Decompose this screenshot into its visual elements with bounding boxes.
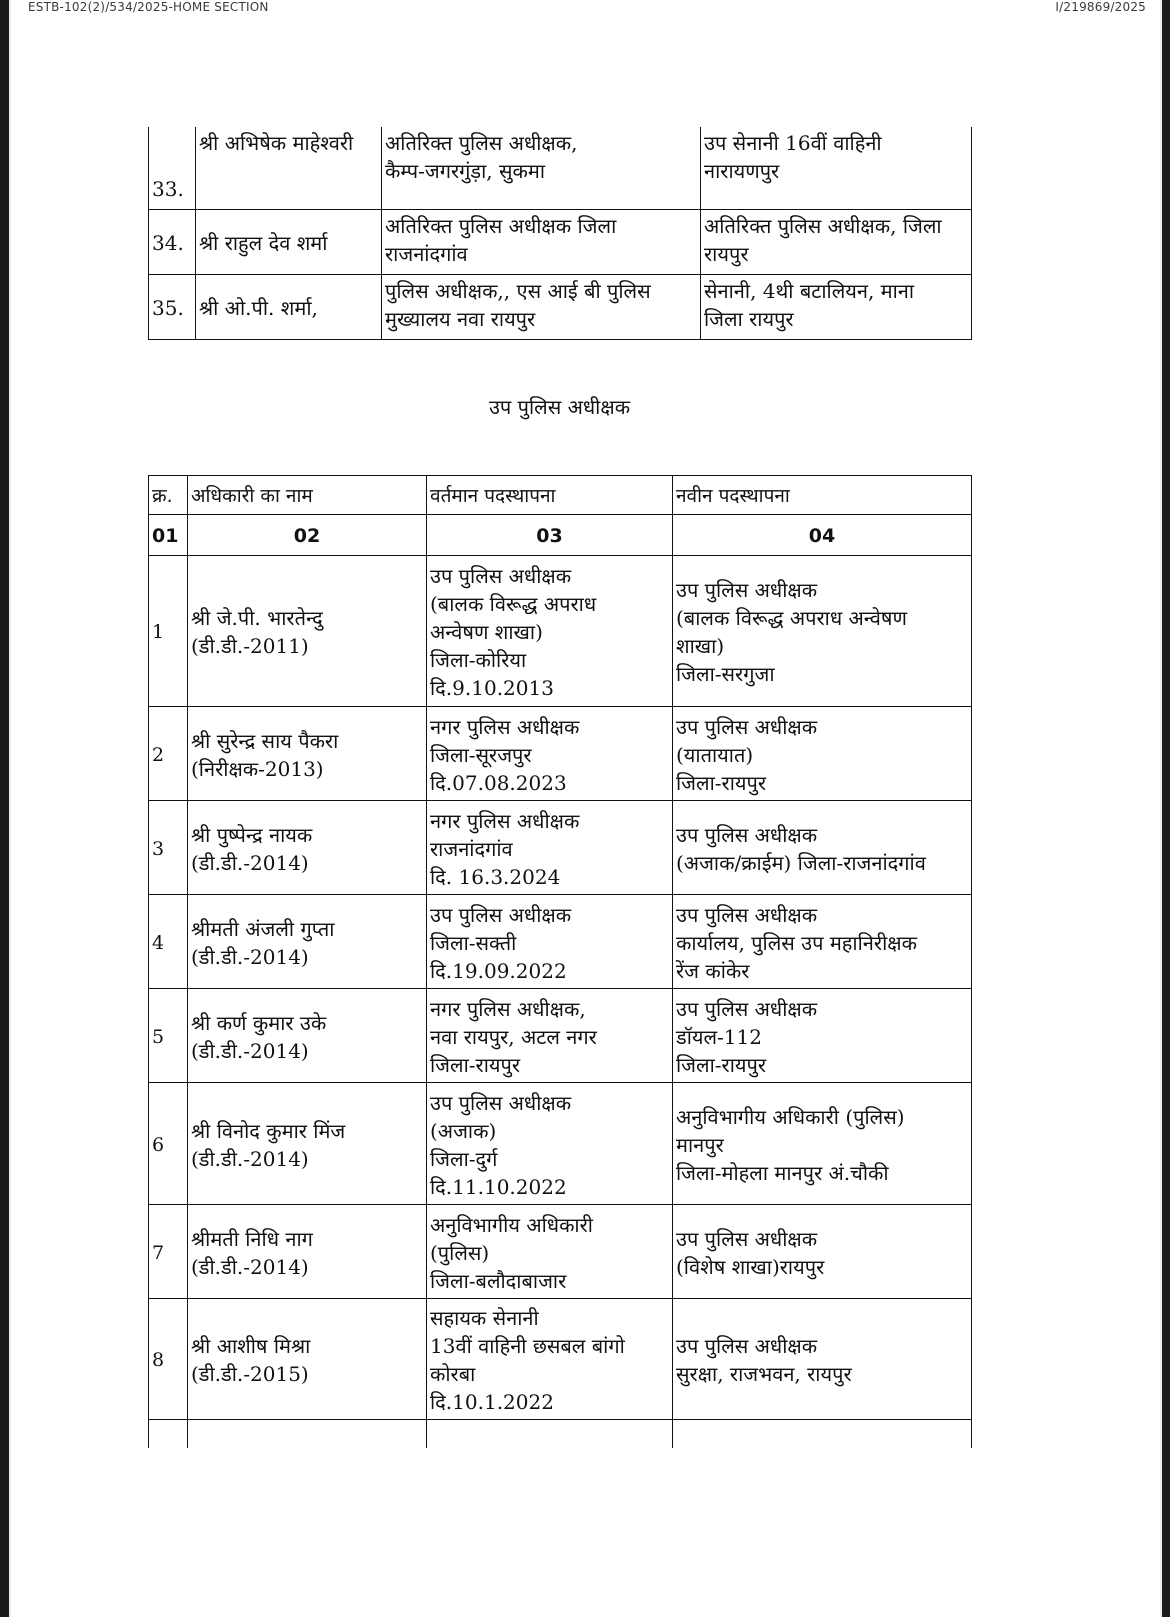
new-posting-line: (बालक विरूद्ध अपराध अन्वेषण — [676, 606, 907, 630]
new-posting-line: डॉयल-112 — [676, 1024, 762, 1049]
current-posting — [382, 210, 701, 275]
officer-name-line: (डी.डी.-2014) — [191, 1038, 309, 1063]
current-posting-line: जिला-सूरजपुर — [430, 742, 532, 767]
document-header — [9, 0, 1162, 16]
current-posting-line: (बालक विरूद्ध अपराध — [430, 592, 597, 616]
new-posting-line: (अजाक/क्राईम) जिला-राजनांदगांव — [676, 850, 926, 875]
previous-transfer-table — [148, 127, 972, 340]
column-number: 01 — [149, 515, 188, 556]
table-header-row — [149, 476, 972, 515]
current-posting — [427, 895, 673, 989]
table-row — [149, 210, 972, 275]
new-posting-line: उप पुलिस अधीक्षक — [676, 1334, 818, 1358]
serial-number: 35. — [149, 275, 196, 340]
serial-number: 2 — [149, 707, 188, 801]
serial-number: 5 — [149, 989, 188, 1083]
officer-name — [188, 895, 427, 989]
officer-name-line: (डी.डी.-2014) — [191, 1254, 309, 1279]
new-posting-line: अतिरिक्त पुलिस अधीक्षक, जिला — [704, 214, 942, 238]
officer-name-line: श्री कर्ण कुमार उके — [191, 1010, 327, 1035]
current-posting — [382, 127, 701, 210]
serial-number: 8 — [149, 1299, 188, 1420]
table-row — [149, 989, 972, 1083]
current-posting-line: अन्वेषण शाखा) — [430, 620, 543, 644]
table-row — [149, 556, 972, 707]
serial-number: 3 — [149, 801, 188, 895]
current-posting-line: नगर पुलिस अधीक्षक, — [430, 996, 586, 1021]
current-posting-line: राजनांदगांव — [430, 836, 513, 861]
new-posting-line: उप सेनानी 16वीं वाहिनी — [704, 131, 882, 155]
current-posting-line: जिला-सक्ती — [430, 930, 517, 955]
current-posting — [427, 989, 673, 1083]
new-posting — [673, 1083, 972, 1205]
officer-name — [188, 801, 427, 895]
new-posting — [701, 210, 972, 275]
officer-name — [188, 1083, 427, 1205]
current-posting-line: नगर पुलिस अधीक्षक — [430, 808, 580, 833]
officer-name — [188, 707, 427, 801]
new-posting — [673, 1299, 972, 1420]
empty-cell — [149, 1420, 188, 1449]
new-posting-line: उप पुलिस अधीक्षक — [676, 1226, 818, 1251]
new-posting — [673, 989, 972, 1083]
table-row — [149, 275, 972, 340]
officer-name-line: श्री सुरेन्द्र साय पैकरा — [191, 728, 339, 753]
table-row — [149, 1083, 972, 1205]
page-edge-right — [1160, 0, 1162, 1617]
new-posting-line: रायपुर — [704, 242, 749, 266]
empty-cell — [188, 1420, 427, 1449]
table-row — [149, 1299, 972, 1420]
officer-name — [188, 556, 427, 707]
officer-name-line: (निरीक्षक-2013) — [191, 756, 324, 781]
new-posting-line: उप पुलिस अधीक्षक — [676, 822, 818, 847]
serial-number: 6 — [149, 1083, 188, 1205]
current-posting-line: नवा रायपुर, अटल नगर — [430, 1024, 597, 1049]
officer-name-line: श्रीमती अंजली गुप्ता — [191, 916, 335, 941]
column-number-row — [149, 515, 972, 556]
page-edge-left — [9, 0, 11, 1617]
new-posting — [673, 801, 972, 895]
current-posting — [427, 1083, 673, 1205]
officer-name — [188, 989, 427, 1083]
current-posting-line: कोरबा — [430, 1362, 476, 1386]
current-posting-line: अतिरिक्त पुलिस अधीक्षक जिला — [385, 214, 617, 238]
current-posting-line: उप पुलिस अधीक्षक — [430, 902, 572, 927]
current-posting-line: मुख्यालय नवा रायपुर — [385, 307, 536, 331]
current-posting-line: 13वीं वाहिनी छसबल बांगो — [430, 1334, 625, 1358]
officer-name-line: (डी.डी.-2014) — [191, 1146, 309, 1171]
officer-name-line: (डी.डी.-2011) — [191, 634, 309, 658]
officer-name: श्री राहुल देव शर्मा — [196, 210, 382, 275]
current-posting — [427, 801, 673, 895]
officer-name-line: श्री विनोद कुमार मिंज — [191, 1118, 346, 1143]
current-posting-line: सहायक सेनानी — [430, 1306, 539, 1330]
current-posting-line: जिला-बलौदाबाजार — [430, 1268, 567, 1293]
table-row — [149, 1205, 972, 1299]
current-posting-line: राजनांदगांव — [385, 242, 468, 266]
serial-number: 1 — [149, 556, 188, 707]
current-posting-line: अतिरिक्त पुलिस अधीक्षक, — [385, 131, 578, 155]
new-posting-line: नारायणपुर — [704, 159, 780, 183]
empty-cell — [673, 1420, 972, 1449]
current-posting-line: जिला-रायपुर — [430, 1052, 521, 1077]
new-posting — [673, 707, 972, 801]
current-posting-line: दि.9.10.2013 — [430, 676, 554, 700]
new-posting — [673, 556, 972, 707]
new-posting-line: सुरक्षा, राजभवन, रायपुर — [676, 1362, 852, 1386]
current-posting — [382, 275, 701, 340]
officer-name-line: श्री आशीष मिश्रा — [191, 1334, 311, 1358]
current-posting-line: दि.10.1.2022 — [430, 1390, 554, 1414]
new-posting-line: जिला-सरगुजा — [676, 662, 775, 686]
current-posting-line: जिला-कोरिया — [430, 648, 527, 672]
officer-name-line: श्री पुष्पेन्द्र नायक — [191, 822, 313, 847]
current-posting-line: जिला-दुर्ग — [430, 1146, 498, 1171]
current-posting-line: (अजाक) — [430, 1118, 497, 1143]
new-posting-line: सेनानी, 4थी बटालियन, माना — [704, 279, 915, 303]
current-posting-line: पुलिस अधीक्षक,, एस आई बी पुलिस — [385, 279, 651, 303]
new-posting-line: शाखा) — [676, 634, 725, 658]
new-posting-line: (विशेष शाखा)रायपुर — [676, 1254, 825, 1279]
continued-row — [149, 1420, 972, 1449]
current-posting-line: दि. 16.3.2024 — [430, 864, 561, 889]
current-posting — [427, 556, 673, 707]
new-posting-line: जिला-मोहला मानपुर अं.चौकी — [676, 1160, 889, 1185]
dsp-transfer-table — [148, 475, 972, 1448]
new-posting-line: रेंज कांकेर — [676, 958, 750, 983]
empty-cell — [427, 1420, 673, 1449]
new-posting-line: उप पुलिस अधीक्षक — [676, 714, 818, 739]
new-posting-line: अनुविभागीय अधिकारी (पुलिस) — [676, 1104, 905, 1129]
current-posting-line: (पुलिस) — [430, 1240, 490, 1265]
new-posting-line: (यातायात) — [676, 742, 754, 767]
new-posting-line: उप पुलिस अधीक्षक — [676, 996, 818, 1021]
current-posting-line: दि.07.08.2023 — [430, 770, 567, 795]
table-row — [149, 707, 972, 801]
serial-number: 34. — [149, 210, 196, 275]
column-number: 02 — [188, 515, 427, 556]
new-posting-line: मानपुर — [676, 1132, 724, 1157]
officer-name-line: श्री जे.पी. भारतेन्दु — [191, 606, 323, 630]
current-posting-line: नगर पुलिस अधीक्षक — [430, 714, 580, 739]
serial-number: 33. — [149, 127, 196, 210]
current-posting — [427, 1299, 673, 1420]
current-posting-line: कैम्प-जगरगुंड़ा, सुकमा — [385, 159, 546, 183]
column-number: 04 — [673, 515, 972, 556]
header-officer-name: अधिकारी का नाम — [188, 476, 427, 515]
new-posting — [701, 127, 972, 210]
officer-name — [188, 1299, 427, 1420]
officer-name: श्री ओ.पी. शर्मा, — [196, 275, 382, 340]
file-reference: ESTB-102(2)/534/2025-HOME SECTION — [28, 0, 269, 14]
current-posting — [427, 707, 673, 801]
new-posting — [701, 275, 972, 340]
current-posting-line: अनुविभागीय अधिकारी — [430, 1212, 593, 1237]
officer-name-line: (डी.डी.-2015) — [191, 1362, 309, 1386]
header-new-posting: नवीन पदस्थापना — [673, 476, 972, 515]
section-title: उप पुलिस अधीक्षक — [488, 395, 631, 419]
receipt-number: I/219869/2025 — [1055, 0, 1146, 14]
current-posting-line: दि.19.09.2022 — [430, 958, 567, 983]
current-posting-line: उप पुलिस अधीक्षक — [430, 1090, 572, 1115]
current-posting-line: उप पुलिस अधीक्षक — [430, 564, 572, 588]
new-posting — [673, 895, 972, 989]
serial-number: 7 — [149, 1205, 188, 1299]
officer-name — [188, 1205, 427, 1299]
new-posting — [673, 1205, 972, 1299]
officer-name-line: (डी.डी.-2014) — [191, 850, 309, 875]
officer-name-line: श्रीमती निधि नाग — [191, 1226, 313, 1251]
header-current-posting: वर्तमान पदस्थापना — [427, 476, 673, 515]
new-posting-line: कार्यालय, पुलिस उप महानिरीक्षक — [676, 930, 917, 955]
current-posting-line: दि.11.10.2022 — [430, 1174, 567, 1199]
table-row — [149, 127, 972, 210]
current-posting — [427, 1205, 673, 1299]
table-row — [149, 801, 972, 895]
new-posting-line: जिला-रायपुर — [676, 770, 767, 795]
table-row — [149, 895, 972, 989]
officer-name: श्री अभिषेक माहेश्वरी — [196, 127, 382, 210]
serial-number: 4 — [149, 895, 188, 989]
column-number: 03 — [427, 515, 673, 556]
new-posting-line: उप पुलिस अधीक्षक — [676, 578, 818, 602]
new-posting-line: जिला-रायपुर — [676, 1052, 767, 1077]
officer-name-line: (डी.डी.-2014) — [191, 944, 309, 969]
new-posting-line: जिला रायपुर — [704, 307, 794, 331]
header-serial: क्र. — [149, 476, 188, 515]
new-posting-line: उप पुलिस अधीक्षक — [676, 902, 818, 927]
